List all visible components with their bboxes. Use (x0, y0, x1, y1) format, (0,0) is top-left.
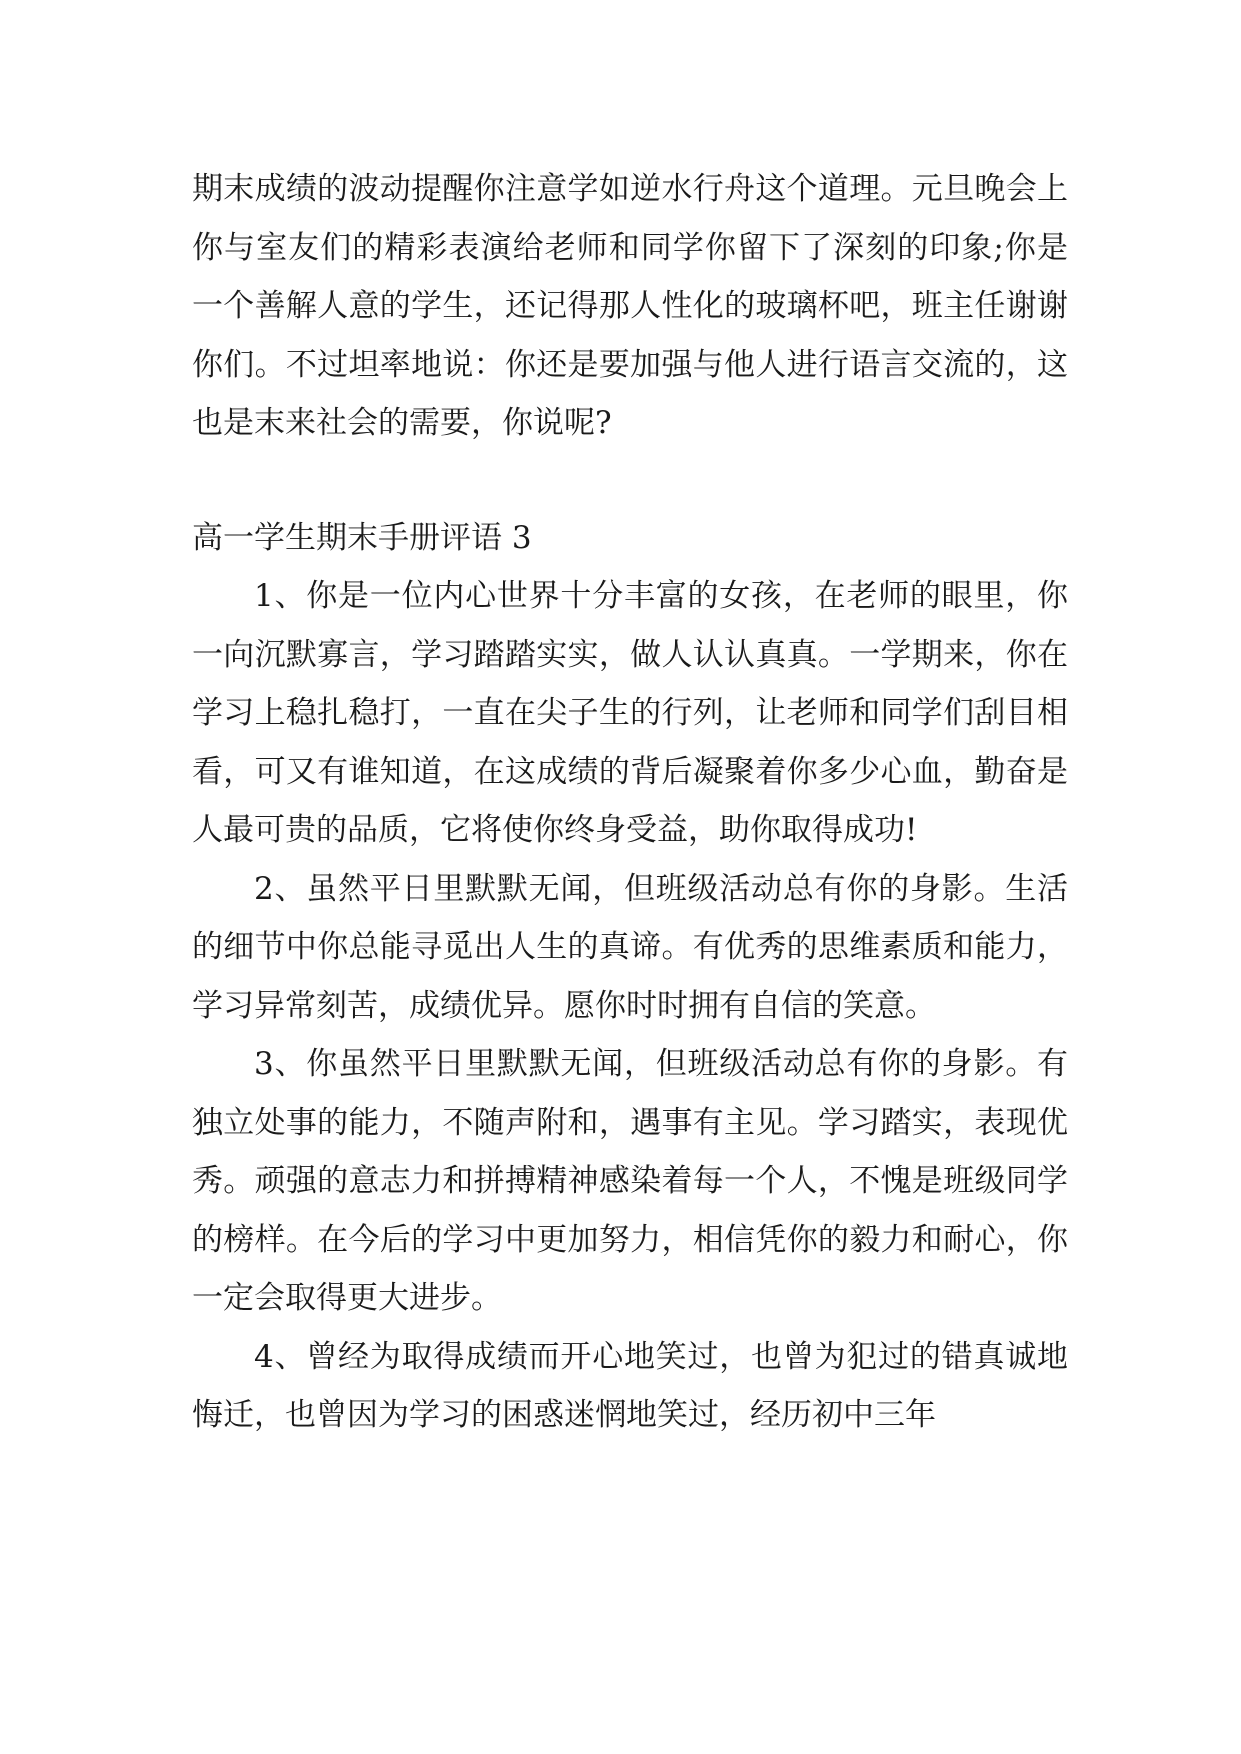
comment-item-4: 4、曾经为取得成绩而开心地笑过，也曾为犯过的错真诚地悔迁，也曾因为学习的困惑迷惘地笑过，经历初中三年 (192, 1338, 1068, 1433)
document-page (192, 160, 1068, 1445)
comment-item-2: 2、虽然平日里默默无闻，但班级活动总有你的身影。生活的细节中你总能寻觅出人生的真谛。有优秀的思维素质和能力，学习异常刻苦，成绩优异。愿你时时拥有自信的笑意。 (192, 870, 1068, 1024)
comment-item-3: 3、你虽然平日里默默无闻，但班级活动总有你的身影。有独立处事的能力，不随声附和，遇事有主见。学习踏实，表现优秀。顽强的意志力和拼搏精神感染着每一个人，不愧是班级同学的榜样。在今后的学习中更加努力，相信凭你的毅力和耐心，你一定会取得更大进步。 (192, 1046, 1068, 1316)
comment-item-1: 1、你是一位内心世界十分丰富的女孩，在老师的眼里，你一向沉默寡言，学习踏踏实实，做人认认真真。一学期来，你在学习上稳扎稳打，一直在尖子生的行列，让老师和同学们刮目相看，可又有谁知道，在这成绩的背后凝聚着你多少心血，勤奋是人最可贵的品质，它将使你终身受益，助你取得成功! (192, 578, 1068, 848)
intro-paragraph: 期末成绩的波动提醒你注意学如逆水行舟这个道理。元旦晚会上你与室友们的精彩表演给老师和同学你留下了深刻的印象;你是一个善解人意的学生，还记得那人性化的玻璃杯吧，班主任谢谢你们。不过坦率地说：你还是要加强与他人进行语言交流的，这也是末来社会的需要，你说呢? (192, 171, 1068, 441)
section-title: 高一学生期末手册评语 3 (192, 519, 532, 556)
